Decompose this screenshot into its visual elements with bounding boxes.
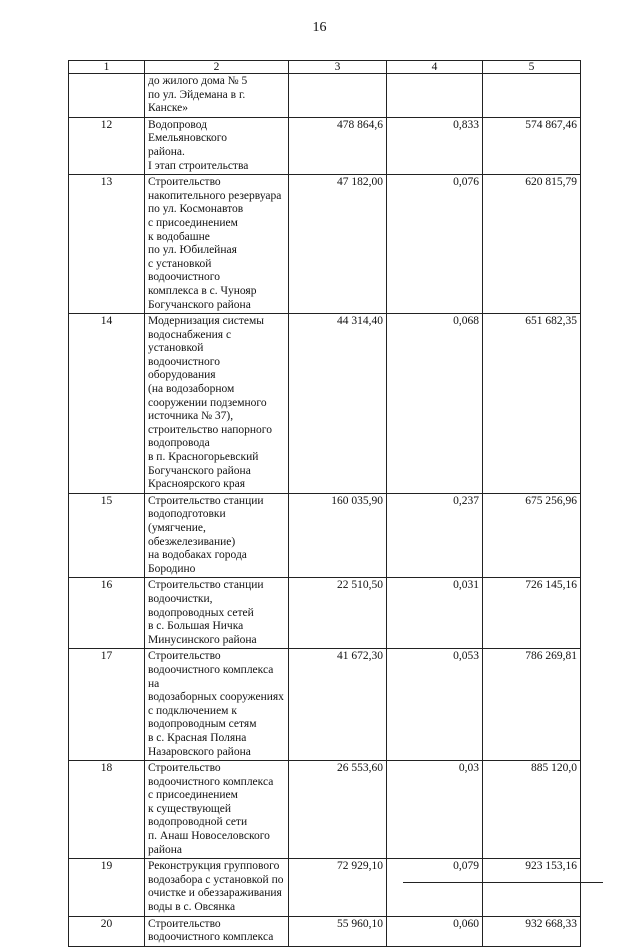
share-value: 0,060 (387, 916, 483, 946)
table-header (69, 61, 581, 74)
footer-rule (403, 882, 603, 883)
total-value: 620 815,79 (483, 175, 581, 314)
share-value: 0,079 (387, 859, 483, 916)
total-value: 675 256,96 (483, 493, 581, 578)
table-row (69, 175, 581, 314)
share-value: 0,237 (387, 493, 483, 578)
cost-value: 41 672,30 (289, 649, 387, 761)
table-row (69, 314, 581, 494)
object-name: Строительство водоочистного комплекса (145, 916, 289, 946)
object-name: до жилого дома № 5 по ул. Эйдемана в г. Канске» (145, 74, 289, 118)
page-number: 16 (312, 20, 327, 35)
row-number: 20 (69, 916, 145, 946)
share-value: 0,03 (387, 761, 483, 859)
object-name: Строительство водоочистного комплекса на водозаборных сооружениях с подключением к водопроводным сетям в с. Красная Поляна Назаровского района (145, 649, 289, 761)
row-number: 17 (69, 649, 145, 761)
total-value: 651 682,35 (483, 314, 581, 494)
object-name: Строительство водоочистного комплекса с присоединением к существующей водопроводной сети п. Анаш Новоселовского района (145, 761, 289, 859)
object-name: Модернизация системы водоснабжения с установкой водоочистного оборудования (на водозаборном сооружении подземного источника № 37), строительство напорного водопровода в п. Красногорьевский Богучанского района Красноярского края (145, 314, 289, 494)
table-body (69, 74, 581, 947)
header-col-4: 4 (387, 61, 483, 74)
data-table (68, 60, 581, 947)
table-row (69, 578, 581, 649)
header-col-3: 3 (289, 61, 387, 74)
cost-value: 72 929,10 (289, 859, 387, 916)
object-name: Строительство станции водоподготовки (умягчение, обезжелезивание) на водобаках города Бородино (145, 493, 289, 578)
row-number: 19 (69, 859, 145, 916)
row-number: 13 (69, 175, 145, 314)
table-row (69, 761, 581, 859)
cost-value: 55 960,10 (289, 916, 387, 946)
cost-value: 478 864,6 (289, 117, 387, 174)
row-number: 16 (69, 578, 145, 649)
row-number: 18 (69, 761, 145, 859)
table-row (69, 117, 581, 174)
table-row (69, 74, 581, 118)
object-name: Водопровод Емельяновского района. I этап строительства (145, 117, 289, 174)
row-number (69, 74, 145, 118)
header-col-1: 1 (69, 61, 145, 74)
total-value: 932 668,33 (483, 916, 581, 946)
table-row (69, 493, 581, 578)
cost-value (289, 74, 387, 118)
row-number: 14 (69, 314, 145, 494)
share-value (387, 74, 483, 118)
table-row (69, 859, 581, 916)
header-row (69, 61, 581, 74)
total-value: 726 145,16 (483, 578, 581, 649)
cost-value: 44 314,40 (289, 314, 387, 494)
share-value: 0,031 (387, 578, 483, 649)
row-number: 15 (69, 493, 145, 578)
share-value: 0,068 (387, 314, 483, 494)
object-name: Строительство станции водоочистки, водопроводных сетей в с. Большая Ничка Минусинского района (145, 578, 289, 649)
cost-value: 22 510,50 (289, 578, 387, 649)
total-value: 786 269,81 (483, 649, 581, 761)
cost-value: 160 035,90 (289, 493, 387, 578)
table-row (69, 916, 581, 946)
total-value: 923 153,16 (483, 859, 581, 916)
total-value (483, 74, 581, 118)
share-value: 0,833 (387, 117, 483, 174)
total-value: 885 120,0 (483, 761, 581, 859)
cost-value: 26 553,60 (289, 761, 387, 859)
total-value: 574 867,46 (483, 117, 581, 174)
header-col-5: 5 (483, 61, 581, 74)
table-row (69, 649, 581, 761)
cost-value: 47 182,00 (289, 175, 387, 314)
share-value: 0,053 (387, 649, 483, 761)
row-number: 12 (69, 117, 145, 174)
object-name: Строительство накопительного резервуара по ул. Космонавтов с присоединением к водобашне по ул. Юбилейная с установкой водоочистного комплекса в с. Чунояр Богучанского района (145, 175, 289, 314)
header-col-2: 2 (145, 61, 289, 74)
share-value: 0,076 (387, 175, 483, 314)
object-name: Реконструкция группового водозабора с установкой по очистке и обеззараживания воды в с. Овсянка (145, 859, 289, 916)
